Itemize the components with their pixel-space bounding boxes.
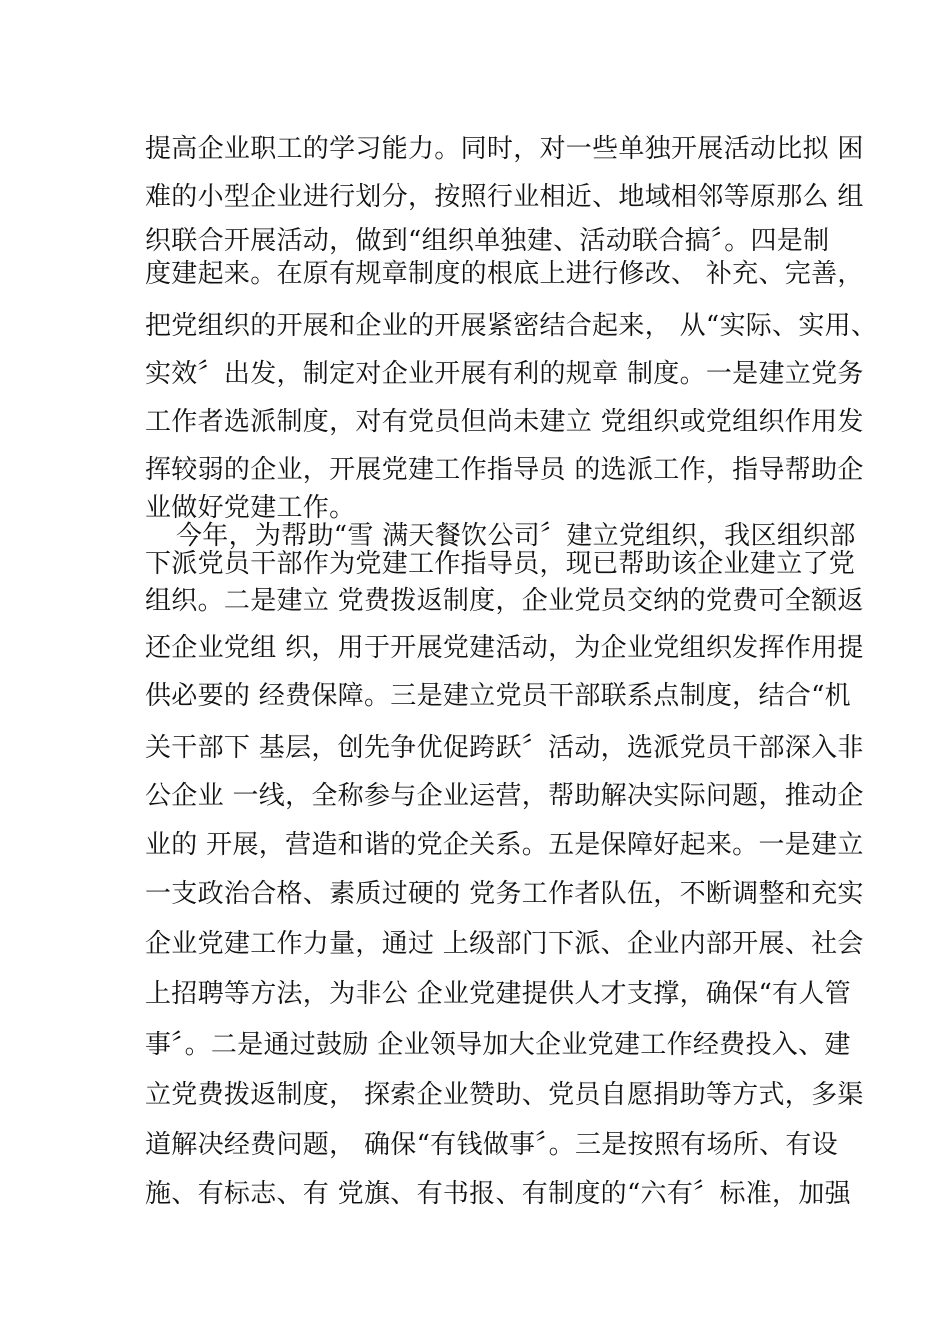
text-line: 业的 开展，营造和谐的党企关系。五是保障好起来。一是建立 xyxy=(145,830,864,860)
text-line: 下派党员干部作为党建工作指导员，现已帮助该企业建立了党 xyxy=(145,549,856,579)
text-line: 道解决经费问题， 确保“有钱做事〞。三是按照有场所、有设 xyxy=(145,1130,838,1160)
text-line: 一支政治合格、素质过硬的 党务工作者队伍，不断调整和充实 xyxy=(145,879,864,909)
text-line: 提高企业职工的学习能力。同时，对一些单独开展活动比拟 困 xyxy=(145,134,864,164)
text-line: 业做好党建工作。 xyxy=(145,493,356,523)
text-line: 组织。二是建立 党费拨返制度，企业党员交纳的党费可全额返 xyxy=(145,586,864,616)
text-line: 实效〞出发，制定对企业开展有利的规章 制度。一是建立党务 xyxy=(145,359,864,389)
paragraph-start-line: 今年，为帮助“雪 满天餐饮公司〞建立党组织，我区组织部 xyxy=(176,521,856,551)
text-line: 把党组织的开展和企业的开展紧密结合起来， 从“实际、实用、 xyxy=(145,311,878,341)
text-line: 挥较弱的企业，开展党建工作指导员 的选派工作，指导帮助企 xyxy=(145,455,864,485)
text-line: 上招聘等方法，为非公 企业党建提供人才支撑，确保“有人管 xyxy=(145,979,851,1009)
text-line: 工作者选派制度，对有党员但尚未建立 党组织或党组织作用发 xyxy=(145,407,864,437)
text-line: 关干部下 基层，创先争优促跨跃〞活动，选派党员干部深入非 xyxy=(145,733,864,763)
text-line: 织联合开展活动，做到“组织单独建、活动联合搞〞。四是制 xyxy=(145,226,830,256)
text-line: 立党费拨返制度， 探索企业赞助、党员自愿捐助等方式，多渠 xyxy=(145,1080,864,1110)
text-line: 公企业 一线，全称参与企业运营，帮助解决实际问题，推动企 xyxy=(145,781,864,811)
text-line: 施、有标志、有 党旗、有书报、有制度的“六有〞标准，加强 xyxy=(145,1179,851,1209)
text-line: 度建起来。在原有规章制度的根底上进行修改、 补充、完善， xyxy=(145,259,864,289)
text-line: 供必要的 经费保障。三是建立党员干部联系点制度，结合“机 xyxy=(145,681,851,711)
text-line: 企业党建工作力量，通过 上级部门下派、企业内部开展、社会 xyxy=(145,929,864,959)
text-line: 还企业党组 织，用于开展党建活动，为企业党组织发挥作用提 xyxy=(145,633,864,663)
text-line: 事〞。二是通过鼓励 企业领导加大企业党建工作经费投入、建 xyxy=(145,1030,851,1060)
text-line: 难的小型企业进行划分，按照行业相近、地域相邻等原那么 组 xyxy=(145,182,864,212)
